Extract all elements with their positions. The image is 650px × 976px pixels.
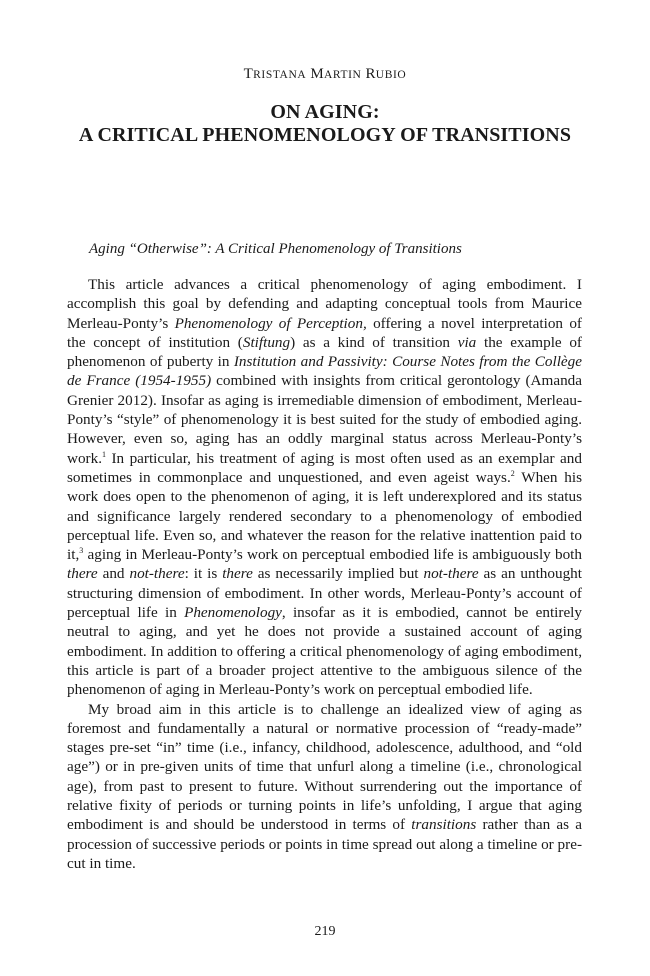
author-running-head: TRISTANA MARTIN RUBIO — [243, 66, 407, 82]
footnote-ref-3: 3 — [79, 546, 84, 556]
article-title-line-2: A CRITICAL PHENOMENOLOGY OF TRANSITIONS — [78, 124, 572, 146]
article-title-line-1: ON AGING: — [270, 101, 380, 123]
section-subheading: Aging “Otherwise”: A Critical Phenomenology of Transitions — [89, 241, 462, 257]
footnote-ref-1: 1 — [102, 449, 107, 459]
paragraph-2: My broad aim in this article is to challenge an idealized view of aging as foremost and fundamentally a natural or normative procession of “ready-made” stages pre-set “in” time (i.e., infancy, childhood, adolescence, adulthood, and “old age”) or in pre-given units of time that unfurl along a timeline (i.e., chronological age), from past to present to future. Without surrendering out the importance of relative fixity of periods or turning points in life’s unfolding, I argue that aging embodiment is and should be understood in terms of transitions rather than as a procession of successive periods or points in time spread out along a timeline or pre-cut in time. — [67, 700, 582, 872]
footnote-ref-2: 2 — [510, 468, 515, 478]
article-body — [67, 275, 582, 873]
paragraph-1: This article advances a critical phenomenology of aging embodiment. I accomplish this goal by defending and adapting conceptual tools from Maurice Merleau-Ponty’s Phenomenology of Perception, offering a novel interpretation of the concept of institution (Stiftung) as a kind of transition via the example of phenomenon of puberty in Institution and Passivity: Course Notes from the Collège de France (1954-1955) combined with insights from critical gerontology (Amanda Grenier 2012). Insofar as aging is irremediable dimension of embodiment, Merleau-Ponty’s “style” of phenomenology it is best suited for the study of embodied aging. However, even so, aging has an oddly marginal status across Merleau-Ponty’s work.$^1$ In particular, his treatment of aging is most often used as an exemplar and sometimes in commonplace and unquestioned, and even ageist ways.$^2$ When his work does open to the phenomenon of aging, it is left underexplored and its status and significance largely rendered secondary to a phenomenology of embodied perceptual life. Even so, and whatever the reason for the relative inattention paid to it,$^3$ aging in Merleau-Ponty’s work on perceptual embodied life is ambiguously both there and not-there: it is there as necessarily implied but not-there as an unthought structuring dimension of embodiment. In other words, Merleau-Ponty’s account of perceptual life in Phenomenology, insofar as it is embodied, cannot be entirely neutral to aging, and yet he does not provide a sustained account of aging embodiment. In addition to offering a critical phenomenology of aging embodiment, this article is part of a broader project attentive to the ambiguous silence of the phenomenon of aging in Merleau-Ponty’s work on perceptual embodied life. — [67, 276, 582, 699]
page-number: 219 — [314, 924, 336, 939]
